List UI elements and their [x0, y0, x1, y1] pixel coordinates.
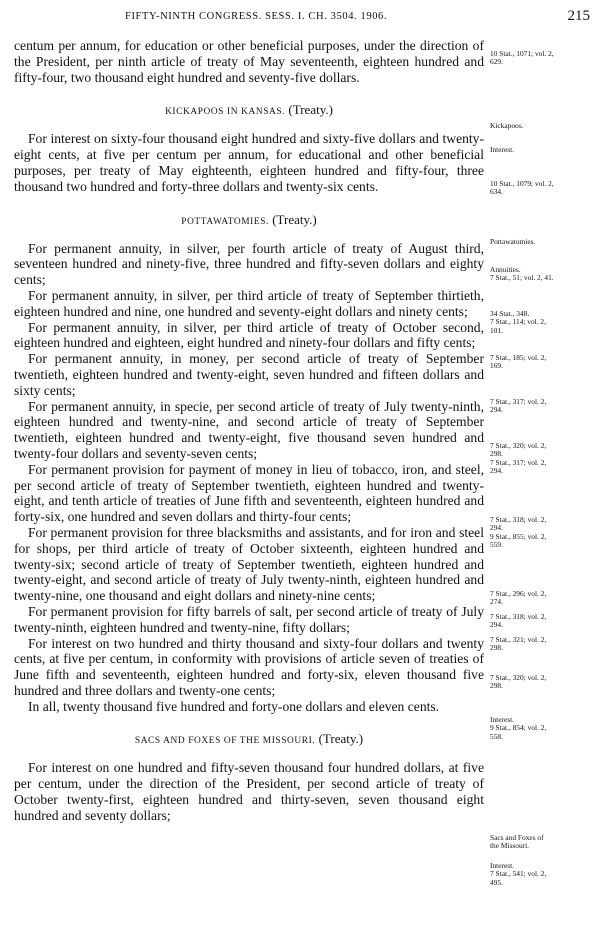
margin-note: Annuities. 7 Stat., 51; vol. 2, 41.	[490, 265, 554, 283]
margin-note: 7 Stat., 317; vol. 2, 294.	[490, 397, 547, 415]
paragraph: For permanent annuity, in silver, per fourth article of treaty of August third, seventeen hundred and ninety-five, three hundred and fifty-seven dollars and eighty cents;	[14, 240, 484, 288]
paragraph: For permanent provision for payment of money in lieu of tobacco, iron, and steel, per second article of treaty of September twentieth, eighteen hundred and twenty-eight, and tenth article of treaties of June fifth and seventeenth, eighteen hundred and forty-six, one hundred and seven dollars and thirty-four cents;	[14, 461, 484, 525]
heading-name: KICKAPOOS IN KANSAS.	[165, 107, 286, 118]
margin-note: Kickapoos.	[490, 121, 524, 130]
page-number: 215	[567, 8, 590, 24]
section-heading-sacs-and-foxes	[14, 730, 484, 748]
heading-name: POTTAWATOMIES.	[181, 216, 269, 227]
section-heading-pottawatomies	[14, 211, 484, 229]
heading-qualifier: (Treaty.)	[318, 731, 364, 747]
margin-note: Sacs and Foxes of the Missouri.	[490, 833, 544, 851]
margin-note: 10 Stat., 1079; vol. 2, 634.	[490, 179, 554, 197]
margin-note: Interest.	[490, 145, 515, 154]
margin-note: Interest. 7 Stat., 541; vol. 2, 495.	[490, 861, 547, 887]
paragraph: For interest on sixty-four thousand eight hundred and sixty-five dollars and twenty-eight cents, at five per centum per annum, for educational and other beneficial purposes, per treaty of May eighteenth, eighteen hundred and fifty-four, three thousand two hundred and forty-three dollars and twenty-six cents.	[14, 131, 484, 194]
paragraph: For permanent annuity, in specie, per second article of treaty of July twenty-ninth, eighteen hundred and twenty-nine, and second article of treaty of September twentieth, eighteen hundred and twenty-eight, five thousand seven hundred and twenty-four dollars and seventy-seven cents;	[14, 398, 484, 461]
paragraph: For permanent annuity, in silver, per third article of treaty of October second, eighteen hundred and eighteen, eight hundred and ninety-four dollars and fifty cents;	[14, 319, 484, 351]
margin-note: 7 Stat., 318; vol. 2, 294. 9 Stat., 855; vol. 2, 559.	[490, 515, 547, 550]
margin-note: Pottawatomies.	[490, 237, 536, 246]
margin-note: 7 Stat., 185; vol. 2, 169.	[490, 353, 547, 371]
margin-note: 7 Stat., 296; vol. 2, 274. 7 Stat., 318; vol. 2, 294. 7 Stat., 321; vol. 2, 298.	[490, 589, 547, 653]
margin-note: 7 Stat., 320; vol. 2, 298. 7 Stat., 317; vol. 2, 294.	[490, 441, 547, 476]
paragraph: For interest on one hundred and fifty-seven thousand four hundred dollars, at five per centum, under the direction of the President, per second article of treaty of October twenty-first, eighteen hundred and thirty-seven, seven thousand eight hundred and seventy dollars;	[14, 760, 484, 823]
margin-note: 34 Stat., 348. 7 Stat., 114; vol. 2, 101.	[490, 309, 546, 335]
paragraph: For permanent annuity, in money, per second article of treaty of September twentieth, eighteen hundred and twenty-eight, seven hundred and fifteen dollars and sixty cents;	[14, 351, 484, 398]
paragraph: For permanent provision for three blacksmiths and assistants, and for iron and steel for shops, per third article of treaty of October sixteenth, eighteen hundred and twenty-six; second article of treaty of September twentieth, eighteen hundred and twenty-eight, and second article of treaty of July twenty-ninth, eighteen hundred and twenty-nine, one thousand and eight dollars and ninety-nine cents;	[14, 524, 484, 604]
section-heading-kickapoos	[14, 101, 484, 119]
paragraph: centum per annum, for education or other beneficial purposes, under the direction of the President, per ninth article of treaty of May seventeenth, eighteen hundred and fifty-four, two thousand eight hundred and seventy-five dollars.	[14, 38, 484, 85]
main-text-column	[14, 38, 484, 824]
paragraph: For permanent provision for fifty barrels of salt, per second article of treaty of July twenty-ninth, eighteen hundred and twenty-nine, fifty dollars;	[14, 603, 484, 635]
paragraph: For interest on two hundred and thirty thousand and sixty-four dollars and twenty cents, at five per centum, in conformity with provisions of article seven of treaties of June fifth and seventeenth, eighteen hundred and forty-six, eleven thousand five hundred and three dollars and twenty-one cents;	[14, 635, 484, 698]
paragraph: In all, twenty thousand five hundred and forty-one dollars and eleven cents.	[28, 698, 440, 714]
heading-qualifier: (Treaty.)	[288, 102, 333, 118]
margin-note: Interest. 9 Stat., 854; vol. 2, 558.	[490, 715, 547, 741]
margin-note: 10 Stat., 1071; vol. 2, 629.	[490, 49, 554, 67]
running-header	[0, 10, 600, 28]
heading-qualifier: (Treaty.)	[272, 211, 317, 227]
running-head-text: FIFTY-NINTH CONGRESS. SESS. I. CH. 3504. 1906.	[125, 11, 388, 22]
margin-note: 7 Stat., 320; vol. 2, 298.	[490, 673, 547, 691]
heading-name: SACS AND FOXES OF THE MISSOURI.	[134, 736, 316, 747]
paragraph: For permanent annuity, in silver, per third article of treaty of September thirtieth, eighteen hundred and nine, one hundred and seventy-eight dollars and ninety cents;	[14, 287, 484, 319]
